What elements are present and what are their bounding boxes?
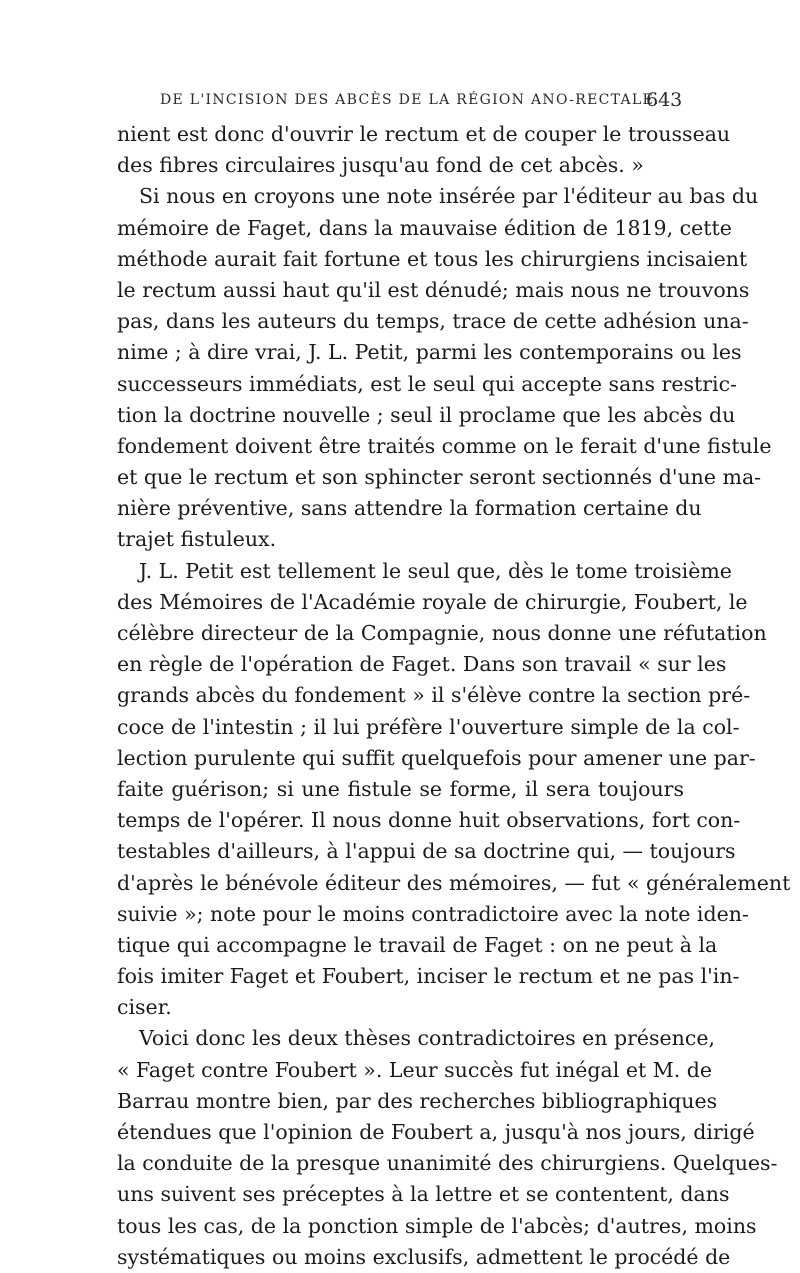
running-header: DE L'INCISION DES ABCÈS DE LA RÉGION ANO-RECTALE.	[160, 92, 660, 108]
text-line: J. L. Petit est tellement le seul que, dès le tome troisième	[139, 558, 732, 583]
text-line: pas, dans les auteurs du temps, trace de cette adhésion una-	[117, 309, 749, 334]
text-line: testables d'ailleurs, à l'appui de sa doctrine qui, — toujours	[117, 839, 736, 864]
text-line: grands abcès du fondement » il s'élève contre la section pré-	[117, 683, 751, 708]
text-line: célèbre directeur de la Compagnie, nous donne une réfutation	[117, 621, 767, 645]
text-line: mémoire de Faget, dans la mauvaise édition de 1819, cette	[117, 215, 732, 240]
text-line: méthode aurait fait fortune et tous les chirurgiens incisaient	[117, 246, 748, 271]
text-line: successeurs immédiats, est le seul qui accepte sans restric-	[117, 371, 737, 396]
text-line: nière préventive, sans attendre la formation certaine du	[117, 496, 702, 521]
text-line: lection purulente qui suffit quelquefois pour amener une par-	[117, 745, 756, 770]
text-line: trajet fistuleux.	[117, 527, 277, 552]
text-line: des fibres circulaires jusqu'au fond de cet abcès. »	[117, 153, 644, 178]
text-line: tous les cas, de la ponction simple de l'abcès; d'autres, moins	[117, 1213, 757, 1238]
text-line: d'après le bénévole éditeur des mémoires, — fut « généralement	[117, 870, 791, 895]
page-number: 643	[646, 89, 683, 111]
text-line: tique qui accompagne le travail de Faget : on ne peut à la	[117, 932, 718, 957]
text-line: Voici donc les deux thèses contradictoires en présence,	[139, 1026, 716, 1051]
text-line: coce de l'intestin ; il lui préfère l'ouverture simple de la col-	[117, 714, 740, 739]
text-line: tion la doctrine nouvelle ; seul il proclame que les abcès du	[117, 402, 736, 427]
text-line: suivie »; note pour le moins contradictoire avec la note iden-	[117, 901, 749, 926]
text-line: Si nous en croyons une note insérée par l'éditeur au bas du	[139, 184, 759, 209]
text-line: temps de l'opérer. Il nous donne huit observations, fort con-	[117, 808, 741, 833]
text-line: et que le rectum et son sphincter seront sectionnés d'une ma-	[117, 465, 762, 490]
text-line: nient est donc d'ouvrir le rectum et de couper le trousseau	[117, 122, 731, 146]
text-line: la conduite de la presque unanimité des chirurgiens. Quelques-	[117, 1151, 778, 1176]
text-line: faite guérison; si une fistule se forme, il sera toujours	[117, 776, 684, 801]
text-line: le rectum aussi haut qu'il est dénudé; mais nous ne trouvons	[117, 277, 750, 302]
text-line: nime ; à dire vrai, J. L. Petit, parmi les contemporains ou les	[117, 340, 742, 365]
text-line: « Faget contre Foubert ». Leur succès fut inégal et M. de	[117, 1057, 713, 1082]
text-line: ciser.	[117, 995, 172, 1020]
text-line: Barrau montre bien, par des recherches bibliographiques	[117, 1088, 718, 1113]
text-line: en règle de l'opération de Faget. Dans son travail « sur les	[117, 652, 727, 677]
text-line: uns suivent ses préceptes à la lettre et se contentent, dans	[117, 1182, 730, 1207]
text-line: des Mémoires de l'Académie royale de chirurgie, Foubert, le	[117, 589, 748, 614]
text-line: étendues que l'opinion de Foubert a, jusqu'à nos jours, dirigé	[117, 1120, 755, 1144]
text-line: fondement doivent être traités comme on le ferait d'une fistule	[117, 433, 772, 458]
body-text	[117, 119, 791, 1273]
text-line: fois imiter Faget et Foubert, inciser le rectum et ne pas l'in-	[117, 964, 740, 989]
text-line: systématiques ou moins exclusifs, admettent le procédé de	[117, 1244, 731, 1269]
